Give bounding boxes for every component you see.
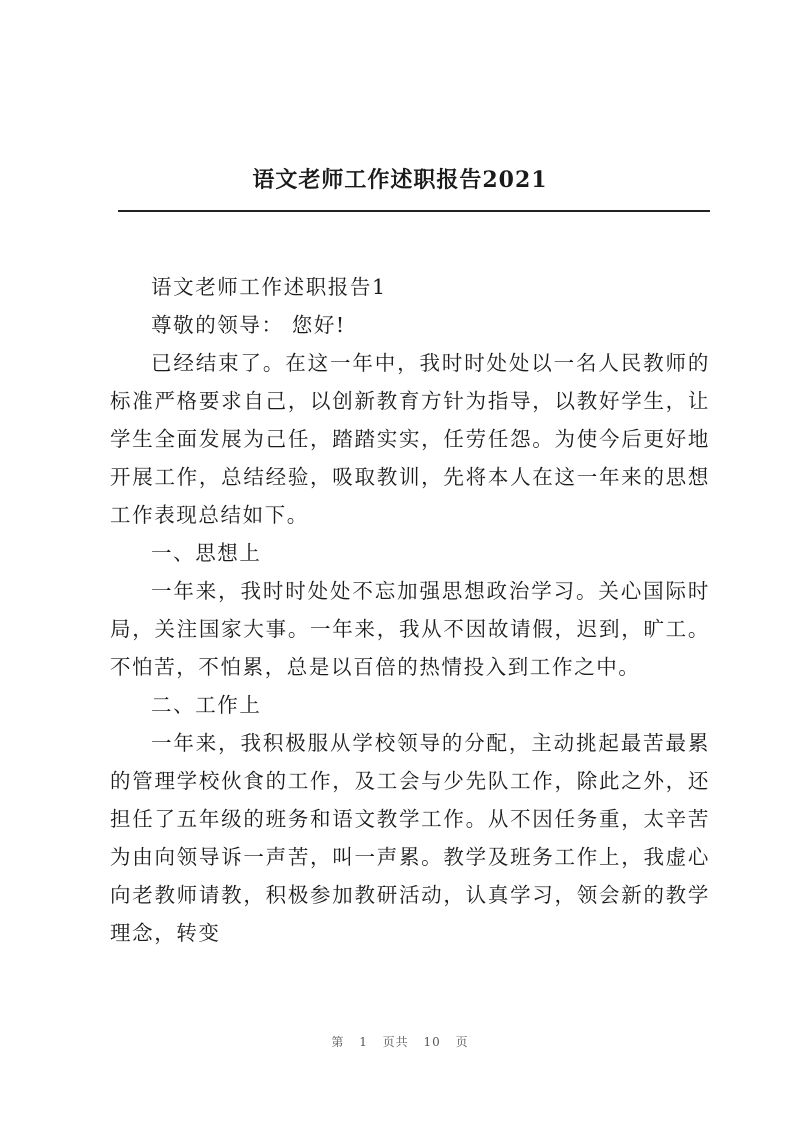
report-subtitle: 语文老师工作述职报告1 — [151, 275, 387, 299]
title-divider — [118, 210, 710, 212]
footer-prefix: 第 — [331, 1035, 345, 1049]
footer-total-pages: 10 — [423, 1035, 441, 1049]
section-heading-work: 二、工作上 — [151, 693, 262, 717]
footer-current-page: 1 — [359, 1035, 368, 1049]
section-heading-thought: 一、思想上 — [151, 541, 262, 565]
document-body — [110, 268, 710, 952]
thought-paragraph: 一年来，我时时处处不忘加强思想政治学习。关心国际时局，关注国家大事。一年来，我从不因故请假，迟到，旷工。不怕苦，不怕累，总是以百倍的热情投入到工作之中。 — [110, 579, 710, 679]
intro-paragraph: 已经结束了。在这一年中，我时时处处以一名人民教师的标准严格要求自己，以创新教育方针为指导，以教好学生，让学生全面发展为己任，踏踏实实，任劳任怨。为使今后更好地开展工作，总结经验，吸取教训，先将本人在这一年来的思想工作表现总结如下。 — [110, 351, 710, 527]
page-footer — [0, 1033, 800, 1050]
work-paragraph: 一年来，我积极服从学校领导的分配，主动挑起最苦最累的管理学校伙食的工作，及工会与少先队工作，除此之外，还担任了五年级的班务和语文教学工作。从不因任务重，太辛苦为由向领导诉一声苦，叫一声累。教学及班务工作上，我虚心向老教师请教，积极参加教研活动，认真学习，领会新的教学理念，转变 — [110, 731, 710, 945]
footer-middle: 页共 — [382, 1035, 409, 1049]
page-title: 语文老师工作述职报告2021 — [252, 167, 548, 193]
footer-suffix: 页 — [455, 1035, 469, 1049]
salutation: 尊敬的领导： 您好! — [151, 313, 346, 337]
